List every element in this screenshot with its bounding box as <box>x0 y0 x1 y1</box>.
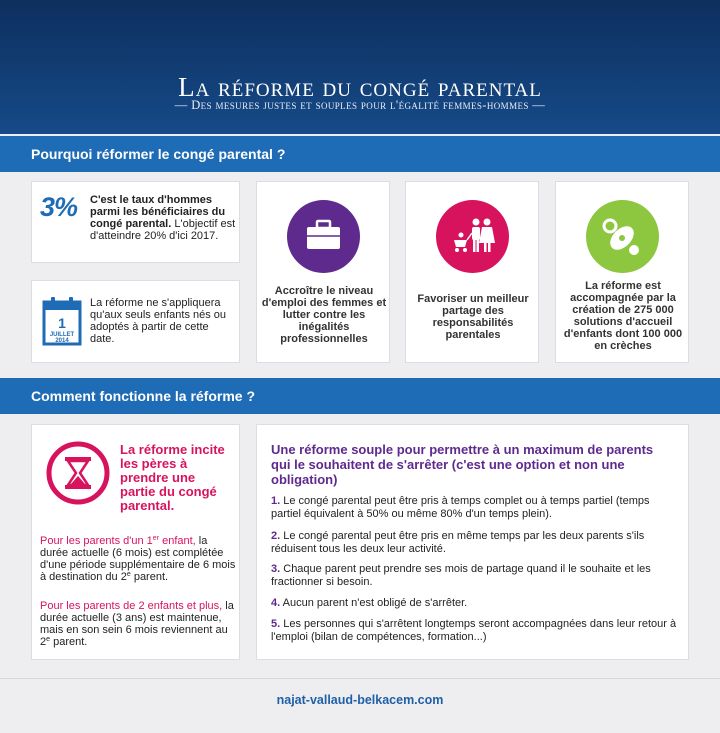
pacifier-icon <box>586 200 659 273</box>
stat-value: 3% <box>40 192 78 222</box>
stat-card <box>31 181 240 263</box>
first-child-highlight: Pour les parents d'un 1er enfant, <box>40 535 196 547</box>
parenting-label: Favoriser un meilleur partage des responsabilités parentales <box>417 293 529 341</box>
reform-point: 4. Aucun parent n'est obligé de s'arrêter. <box>271 597 468 609</box>
briefcase-icon <box>287 200 360 273</box>
stat-goal-text: L'objectif est d'atteindre 20% d'ici 2017. <box>90 218 236 242</box>
reform-point: 1. Le congé parental peut être pris à temps complet ou à temps partiel (temps partiel équivalent à 50% ou même 80% d'un temps plein). <box>271 495 650 520</box>
two-children-highlight: Pour les parents de 2 enfants et plus, <box>40 600 223 612</box>
employment-label: Accroître le niveau d'emploi des femmes et lutter contre les inégalités professionnelles <box>261 285 387 345</box>
flexible-reform-title: Une réforme souple pour permettre à un maximum de parents qui le souhaitent de s'arrêter (c'est une option et non une obligation) <box>271 442 654 487</box>
calendar-day: 1 <box>58 315 66 331</box>
family-circle <box>436 200 509 273</box>
footer-divider <box>0 678 720 679</box>
childcare-label: La réforme est accompagnée par la création de 275 000 solutions d'accueil d'enfants dont 100 000 en crèches <box>563 280 683 352</box>
page-subtitle: — Des mesures justes et souples pour l'égalité femmes-hommes — <box>174 98 546 112</box>
childcare-card <box>555 181 689 363</box>
section-heading-how: Comment fonctionne la réforme ? <box>0 378 720 414</box>
reform-point: 2. Le congé parental peut être pris en même temps par les deux parents s'ils réduisent tous les deux leur activité. <box>271 530 645 555</box>
fathers-headline: La réforme incite les pères à prendre une partie du congé parental. <box>120 442 225 513</box>
parenting-card <box>405 181 539 363</box>
calendar-card <box>31 280 240 363</box>
calendar-text: La réforme ne s'appliquera qu'aux seuls enfants nés ou adoptés à partir de cette date. <box>90 297 227 345</box>
two-children-paragraph: Pour les parents de 2 enfants et plus, la durée actuelle (3 ans) est maintenue, mais en son sein 6 mois reviennent au 2e parent. <box>40 600 234 648</box>
calendar-month: JUILLET <box>49 332 75 338</box>
calendar-year: 2014 <box>55 338 69 344</box>
reform-point: 5. Les personnes qui s'arrêtent longtemps seront accompagnées dans leur retour à l'emploi (bilan de compétences, formation...) <box>271 618 677 643</box>
reform-point: 3. Chaque parent peut prendre ses mois de partage quand il le souhaite et les fractionner si besoin. <box>271 563 651 588</box>
section-heading-why: Pourquoi réformer le congé parental ? <box>0 136 720 172</box>
employment-card <box>256 181 390 363</box>
header <box>0 0 720 134</box>
flexible-reform-card <box>256 424 689 660</box>
calendar-icon <box>42 296 82 346</box>
first-child-paragraph: Pour les parents d'un 1er enfant, la durée actuelle (6 mois) est complétée d'une période supplémentaire de 6 mois à destination du 2e parent. <box>40 535 236 583</box>
page-title: La réforme du congé parental <box>178 72 542 102</box>
pacifier-circle <box>586 200 659 273</box>
fathers-card <box>31 424 240 660</box>
stat-text <box>90 194 238 242</box>
family-icon <box>436 200 509 273</box>
footer-url[interactable]: najat-vallaud-belkacem.com <box>276 693 444 707</box>
briefcase-circle <box>287 200 360 273</box>
stat-bold-text: C'est le taux d'hommes parmi les bénéficiaires du congé parental. <box>90 194 226 230</box>
hourglass-icon <box>46 441 110 505</box>
